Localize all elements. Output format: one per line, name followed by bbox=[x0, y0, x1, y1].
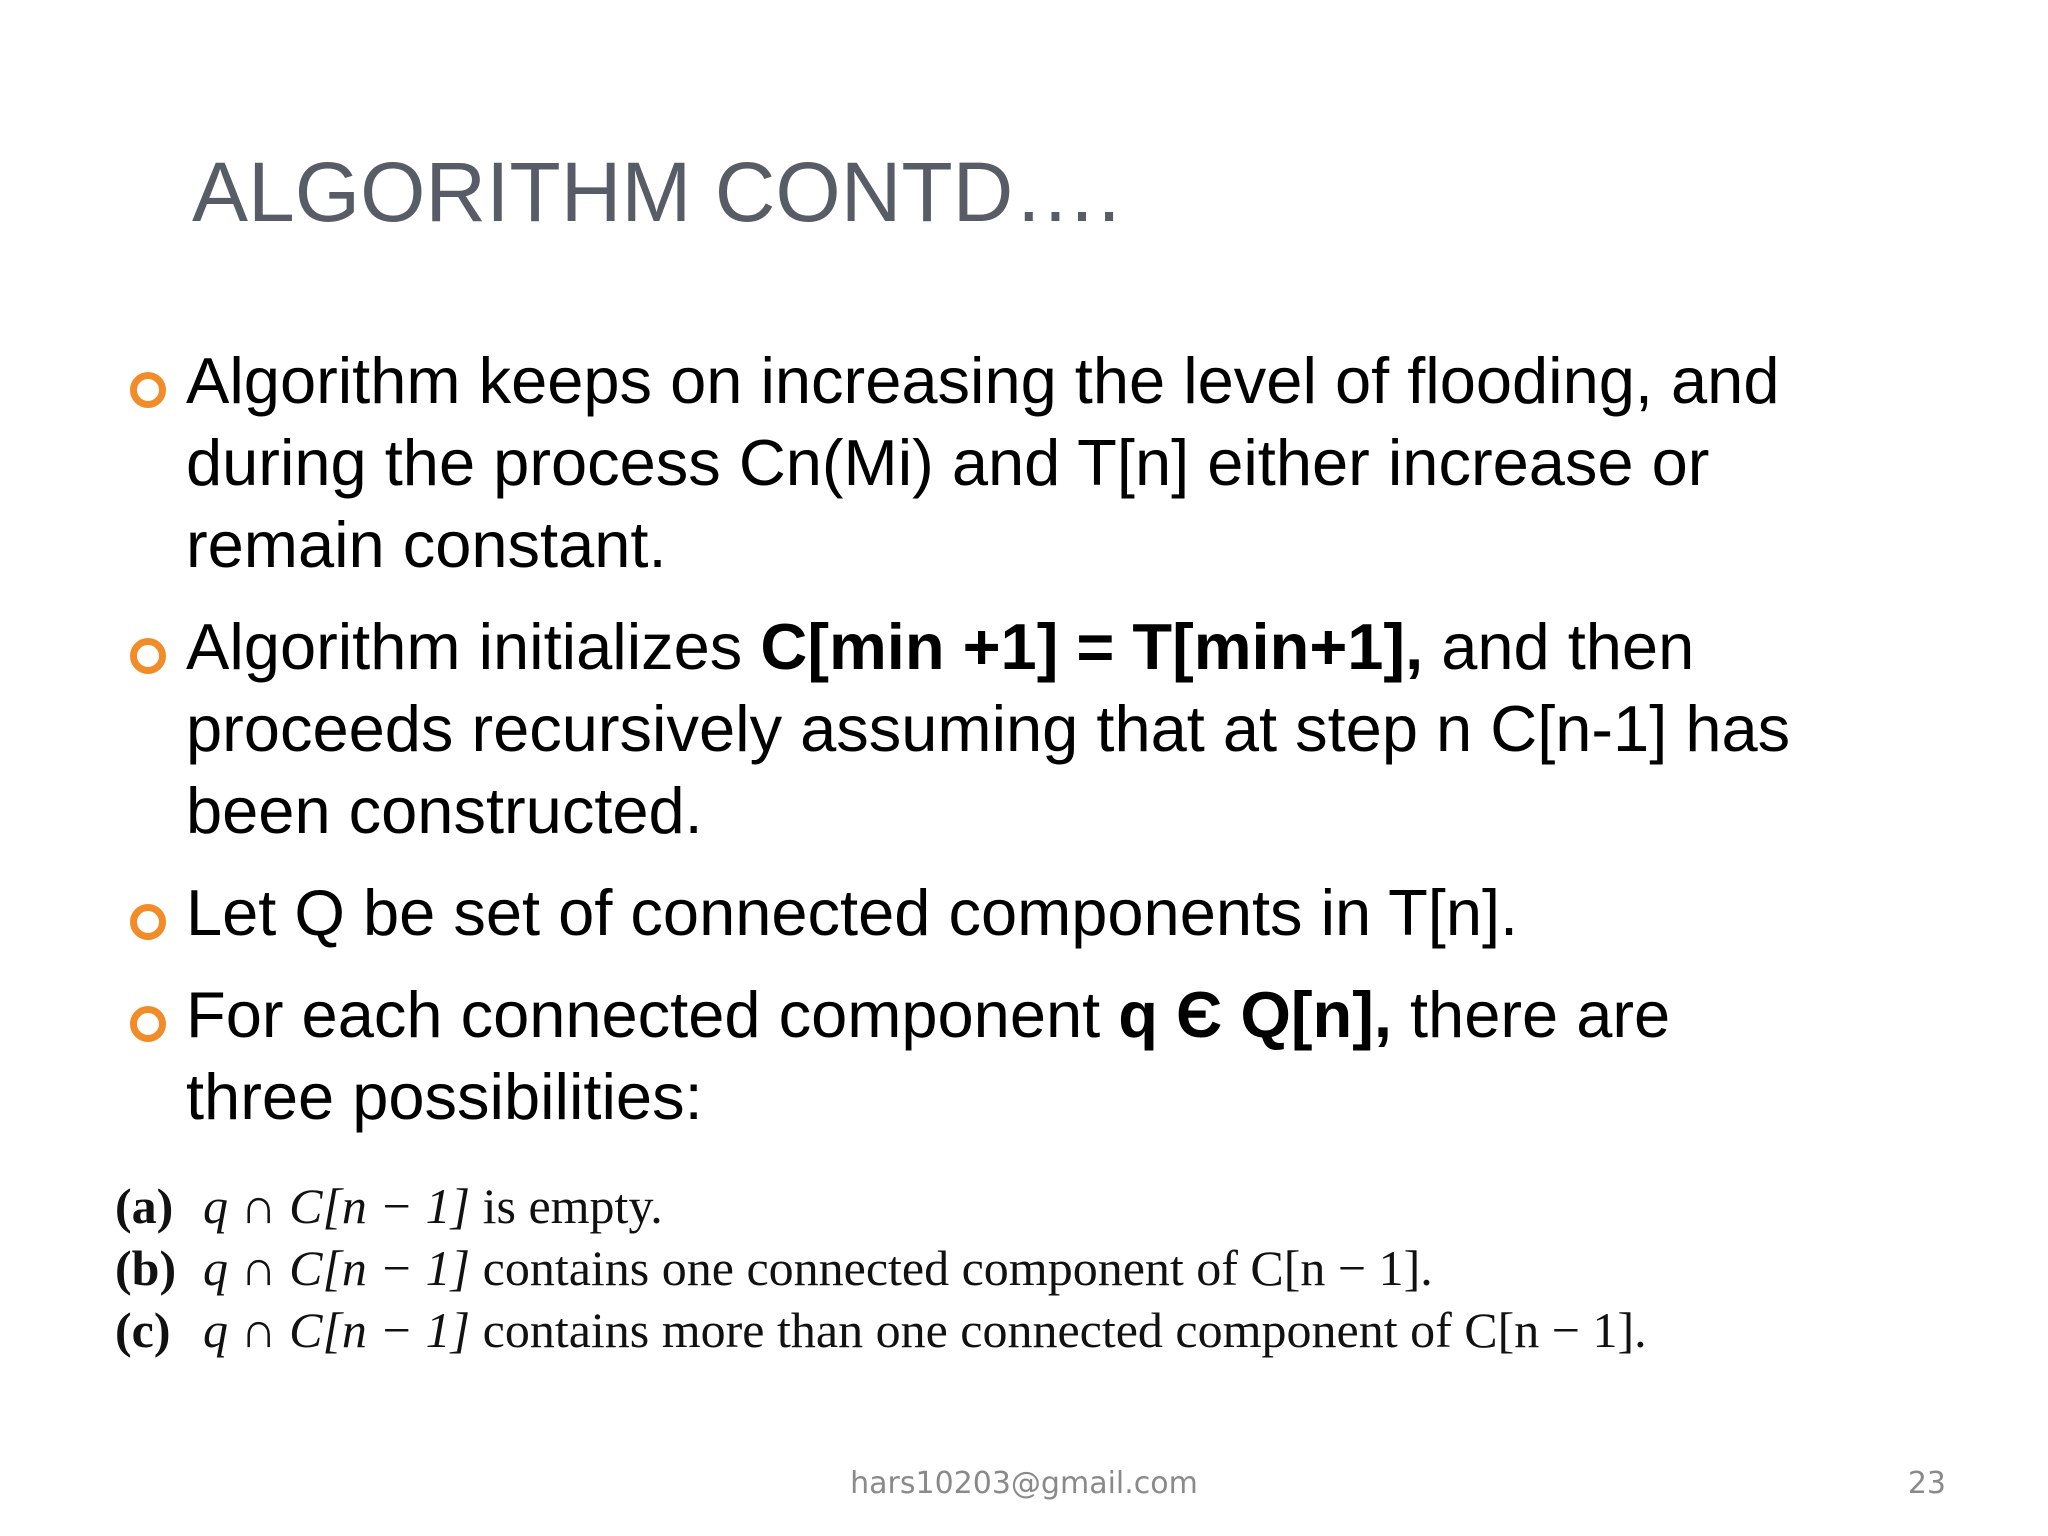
bullet-item bbox=[124, 340, 1824, 586]
bullet-text: Algorithm keeps on increasing the level of flooding, and during the process Cn(Mi) and T[n] either increase or remain constant. bbox=[186, 344, 1780, 581]
orange-ring-bullet-icon bbox=[130, 638, 166, 674]
bullet-item bbox=[124, 974, 1824, 1138]
case-expression: q ∩ C[n − 1] bbox=[203, 1240, 471, 1296]
bullet-bold-text: C[min +1] = T[min+1], bbox=[760, 610, 1424, 683]
case-label: (a) bbox=[115, 1178, 174, 1234]
bullet-text: there are three possibilities: bbox=[186, 978, 1671, 1133]
bullet-text: and then proceeds recursively assuming that at step n C[n-1] has been constructed. bbox=[186, 610, 1791, 847]
bullet-bold-text: q Є Q[n], bbox=[1118, 978, 1392, 1051]
bullet-text: Let Q be set of connected components in T[n]. bbox=[186, 876, 1519, 949]
case-text: is empty. bbox=[470, 1178, 663, 1234]
case-label: (b) bbox=[115, 1240, 177, 1296]
case-label: (c) bbox=[115, 1302, 171, 1358]
case-expression: q ∩ C[n − 1] bbox=[203, 1178, 471, 1234]
orange-ring-bullet-icon bbox=[130, 1006, 166, 1042]
case-text: contains one connected component of C[n − 1]. bbox=[470, 1240, 1433, 1296]
case-item bbox=[115, 1175, 1647, 1237]
bullet-item bbox=[124, 872, 1824, 954]
page-number: 23 bbox=[1907, 1466, 1946, 1501]
case-item bbox=[115, 1237, 1647, 1299]
slide-title: ALGORITHM CONTD…. bbox=[192, 145, 1121, 239]
bullet-text: Algorithm initializes bbox=[186, 610, 761, 683]
case-text: contains more than one connected component of C[n − 1]. bbox=[470, 1302, 1647, 1358]
orange-ring-bullet-icon bbox=[130, 904, 166, 940]
case-item bbox=[115, 1299, 1647, 1361]
bullet-list bbox=[124, 340, 1824, 1158]
bullet-item bbox=[124, 606, 1824, 852]
case-expression: q ∩ C[n − 1] bbox=[203, 1302, 471, 1358]
footer-email: hars10203@gmail.com bbox=[850, 1466, 1198, 1501]
orange-ring-bullet-icon bbox=[130, 372, 166, 408]
bullet-text: For each connected component bbox=[186, 978, 1119, 1051]
cases-list bbox=[115, 1175, 1647, 1361]
